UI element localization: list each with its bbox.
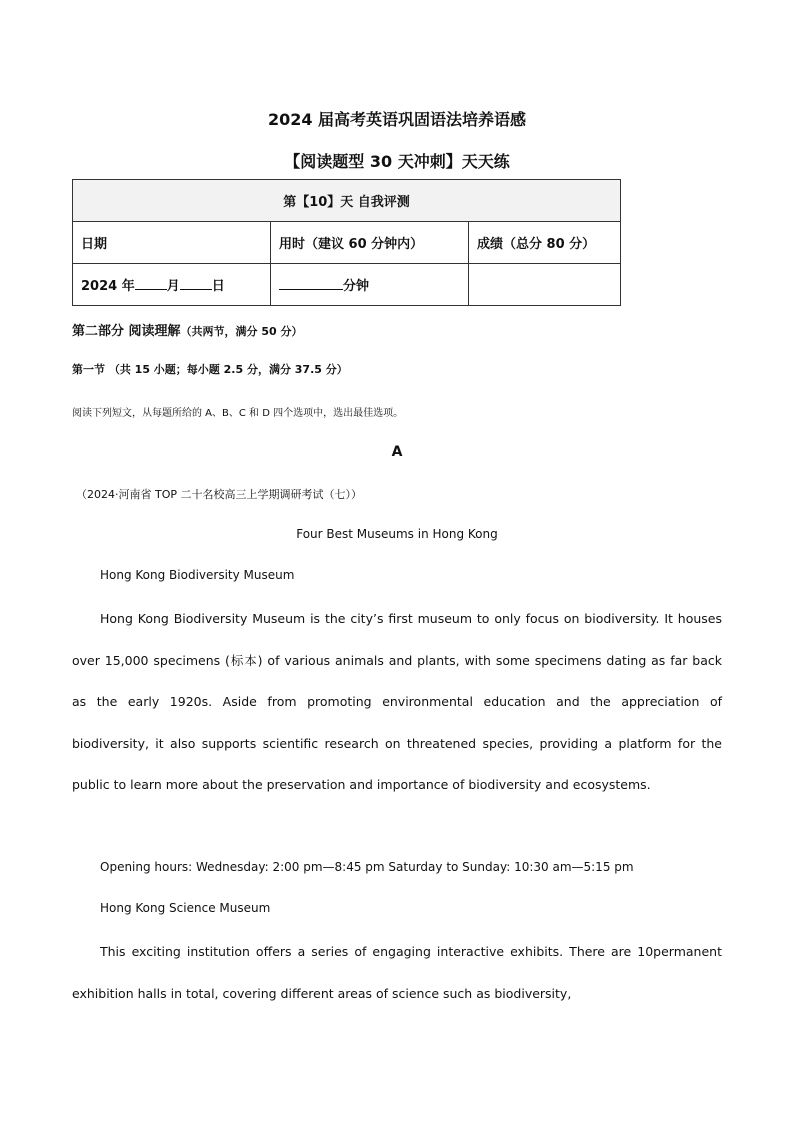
section-title	[72, 320, 303, 339]
score-cell[interactable]	[469, 264, 621, 306]
table-heading: 第【10】天 自我评测	[73, 180, 621, 222]
part-note: （共两节，满分 50 分）	[180, 325, 303, 338]
time-blank[interactable]	[279, 277, 343, 290]
museum1-heading: Hong Kong Biodiversity Museum	[100, 568, 295, 582]
museum1-hours: Opening hours: Wednesday: 2:00 pm—8:45 pm Saturday to Sunday: 10:30 am—5:15 pm	[100, 860, 634, 874]
month-blank[interactable]	[135, 277, 167, 290]
instruction-text: 阅读下列短文，从每题所给的 A、B、C 和 D 四个选项中，选出最佳选项。	[72, 408, 404, 419]
time-unit: 分钟	[343, 279, 370, 294]
passage-letter: A	[391, 444, 403, 460]
passage-source: （2024·河南省 TOP 二十名校高三上学期调研考试（七））	[76, 488, 362, 501]
part-title: 第二部分 阅读理解	[72, 324, 181, 339]
date-year: 2024 年	[81, 279, 135, 294]
subsection-title: 第一节 （共 15 小题；每小题 2.5 分，满分 37.5 分）	[72, 363, 348, 376]
museum1-paragraph: Hong Kong Biodiversity Museum is the city’s first museum to only focus on biodiversity. It houses over 15,000 specimens (标本) of various animals and plants, with some specimens dating as far back as the early 1920s. Aside from promoting environmental education and the appreciation of biodiversity, it also supports scientific research on threatened species, providing a platform for the public to learn more about the preservation and importance of biodiversity and ecosystems.	[72, 611, 722, 793]
museum2-heading: Hong Kong Science Museum	[100, 901, 271, 915]
document-subtitle: 【阅读题型 30 天冲刺】天天练	[284, 152, 510, 171]
day-blank[interactable]	[180, 277, 212, 290]
date-month: 月	[166, 279, 180, 294]
self-assessment-table	[72, 179, 621, 306]
time-cell	[271, 264, 469, 306]
score-header: 成绩（总分 80 分）	[469, 222, 621, 264]
museum2-paragraph: This exciting institution offers a series of engaging interactive exhibits. There are 10permanent exhibition halls in total, covering different areas of science such as biodiversity,	[72, 944, 722, 1001]
passage-title: Four Best Museums in Hong Kong	[296, 527, 498, 541]
document-title: 2024 届高考英语巩固语法培养语感	[267, 110, 527, 129]
time-header: 用时（建议 60 分钟内）	[271, 222, 469, 264]
date-cell	[73, 264, 271, 306]
date-day: 日	[211, 279, 225, 294]
date-header: 日期	[73, 222, 271, 264]
